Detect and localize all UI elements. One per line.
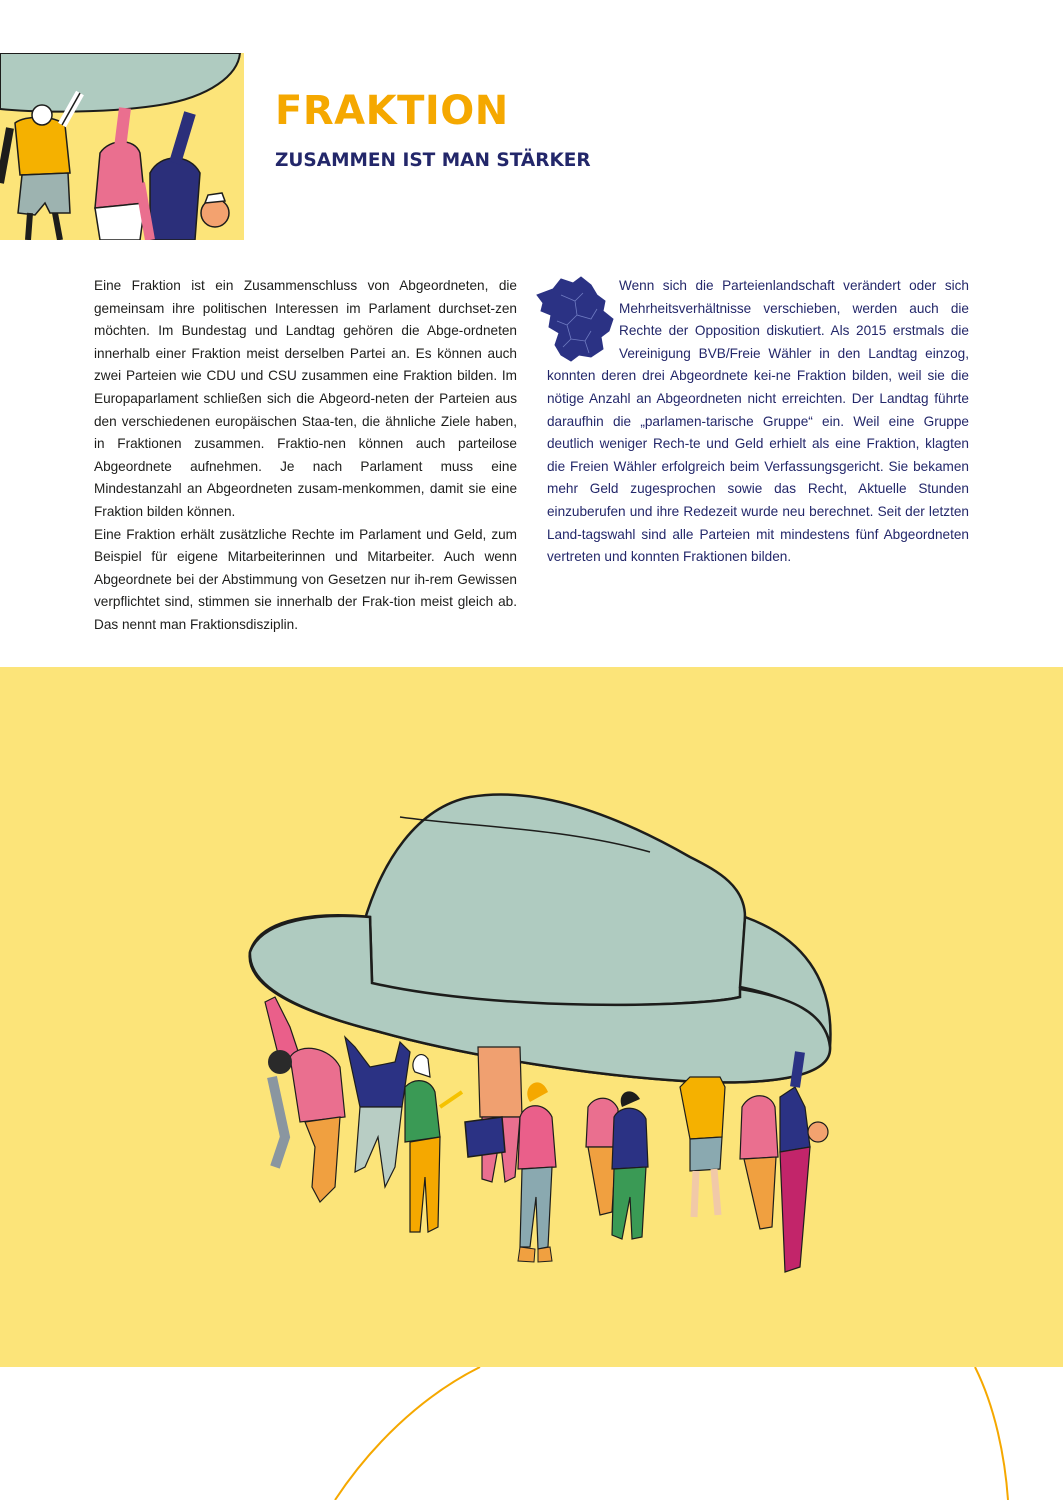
brandenburg-map-icon bbox=[531, 275, 619, 363]
header-illustration bbox=[0, 53, 244, 240]
body-text-right bbox=[547, 275, 969, 569]
people-carrying-hat-thumbnail-icon bbox=[0, 53, 244, 240]
paragraph: Eine Fraktion ist ein Zusammenschluss von Abgeordneten, die gemeinsam ihre politischen Interessen im Parlament durchset-zen möchten. Im Bundestag und Landtag gehören die Abge-ordneten innerhalb einer Fraktion meist derselben Partei an. Es können auch zwei Parteien wie CDU und CSU zusammen eine Fraktion bilden. Im Europaparlament schließen sich die Abgeord-neten der Parteien aus den verschiedenen europäischen Staa-ten, die ähnliche Ziele haben, in Fraktionen zusammen. Fraktio-nen können auch parteilose Abgeordnete aufnehmen. Je nach Parlament muss eine Mindestanzahl an Abgeordneten zusam-menkommen, damit sie eine Fraktion bilden können. bbox=[94, 278, 517, 519]
body-text-left bbox=[94, 275, 517, 637]
people-carrying-hat-illustration-icon bbox=[0, 667, 1063, 1367]
page-subtitle: ZUSAMMEN IST MAN STÄRKER bbox=[275, 150, 591, 171]
decorative-arcs bbox=[0, 1367, 1063, 1500]
main-illustration bbox=[0, 667, 1063, 1367]
page-title: FRAKTION bbox=[275, 88, 509, 134]
paragraph: Wenn sich die Parteienlandschaft verändert oder sich Mehrheitsverhältnisse verschieben, werden auch die Rechte der Opposition diskutiert. Als 2015 erstmals die Vereinigung BVB/Freie Wähler in den Landtag einzog, konnten deren drei Abgeordnete kei-ne Fraktion bilden, weil sie die nötige Anzahl an Abgeordneten nicht erreichten. Der Landtag führte daraufhin die „parlamen-tarische Gruppe“ ein. Weil eine Gruppe deutlich weniger Rech-te und Geld erhielt als eine Fraktion, klagten die Freien Wähler erfolgreich beim Verfassungsgericht. Sie bekamen mehr Geld zugesprochen sowie das Recht, Aktuelle Stunden einzuberufen und ihre Redezeit wurde neu berechnet. Seit der letzten Land-tagswahl sind alle Parteien mit mindestens fünf Abgeordneten vertreten und konnten Fraktionen bilden. bbox=[547, 278, 969, 565]
paragraph: Eine Fraktion erhält zusätzliche Rechte im Parlament und Geld, zum Beispiel für eigene Mitarbeiterinnen und Mitarbeiter. Auch wenn Abgeordnete bei der Abstimmung von Gesetzen nur ih-rem Gewissen verpflichtet sind, stimmen sie innerhalb der Frak-tion meist gleich ab. Das nennt man Fraktionsdisziplin. bbox=[94, 526, 517, 632]
